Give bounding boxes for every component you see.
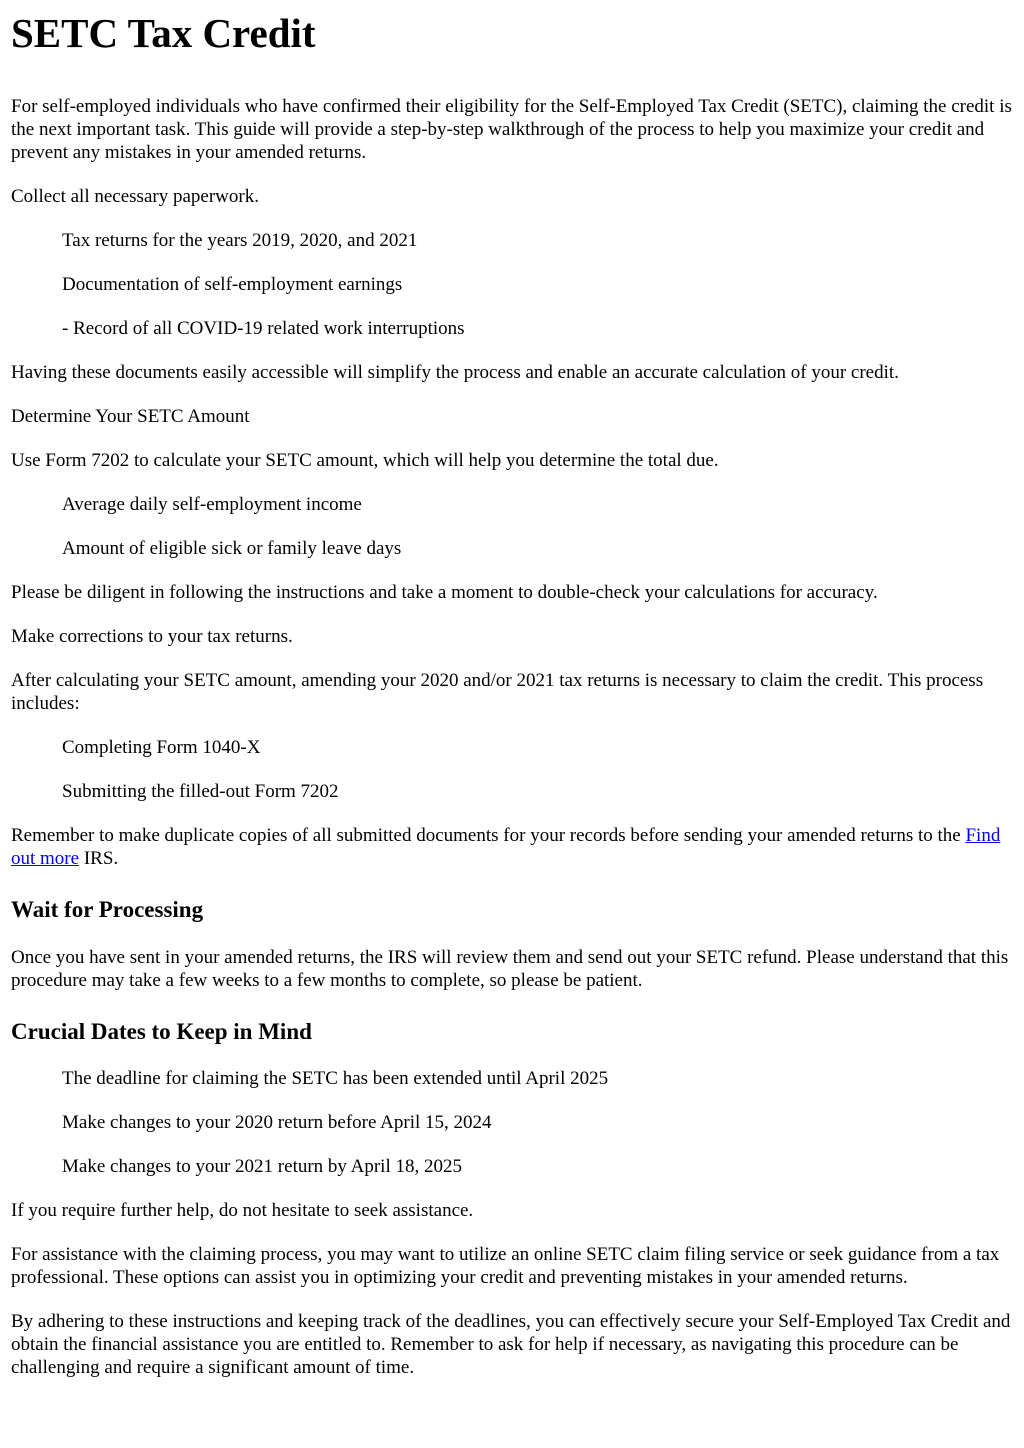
date-item: Make changes to your 2021 return by April 18, 2025 bbox=[62, 1156, 462, 1177]
determine-heading: Determine Your SETC Amount bbox=[11, 406, 250, 427]
corrections-note-end: IRS. bbox=[79, 848, 119, 869]
corrections-item: Submitting the filled-out Form 7202 bbox=[62, 781, 339, 802]
article bbox=[11, 0, 1016, 1379]
help-paragraph: If you require further help, do not hesitate to seek assistance. bbox=[11, 1200, 474, 1221]
collect-item: Tax returns for the years 2019, 2020, and 2021 bbox=[62, 230, 418, 251]
dates-heading: Crucial Dates to Keep in Mind bbox=[11, 1019, 312, 1044]
assistance-paragraph: For assistance with the claiming process, you may want to utilize an online SETC claim filing service or seek guidance from a tax professional. These options can assist you in optimizing your credit and preventing mistakes in your amended returns. bbox=[11, 1244, 1000, 1288]
collect-item: Documentation of self-employment earnings bbox=[62, 274, 403, 295]
corrections-heading: Make corrections to your tax returns. bbox=[11, 626, 293, 647]
page-title: SETC Tax Credit bbox=[11, 10, 316, 56]
corrections-text: After calculating your SETC amount, amending your 2020 and/or 2021 tax returns is necessary to claim the credit. This process includes: bbox=[11, 670, 984, 714]
date-item: The deadline for claiming the SETC has been extended until April 2025 bbox=[62, 1068, 609, 1089]
date-item: Make changes to your 2020 return before April 15, 2024 bbox=[62, 1112, 492, 1133]
closing-paragraph: By adhering to these instructions and keeping track of the deadlines, you can effectively secure your Self-Employed Tax Credit and obtain the financial assistance you are entitled to. Remember to ask for help if necessary, as navigating this procedure can be challenging and require a significant amount of time. bbox=[11, 1311, 1011, 1378]
processing-text: Once you have sent in your amended returns, the IRS will review them and send out your SETC refund. Please understand that this procedure may take a few weeks to a few months to complete, so please be patient. bbox=[11, 947, 1009, 991]
corrections-note-start: Remember to make duplicate copies of all submitted documents for your records before sending your amended returns to the bbox=[11, 825, 966, 846]
determine-item: Amount of eligible sick or family leave days bbox=[62, 538, 402, 559]
determine-item: Average daily self-employment income bbox=[62, 494, 362, 515]
corrections-item: Completing Form 1040-X bbox=[62, 737, 261, 758]
corrections-note bbox=[11, 824, 1016, 870]
intro-paragraph: For self-employed individuals who have confirmed their eligibility for the Self-Employed Tax Credit (SETC), claiming the credit is the next important task. This guide will provide a step-by-step walkthrough of the process to help you maximize your credit and prevent any mistakes in your amended returns. bbox=[11, 96, 1012, 163]
determine-note: Please be diligent in following the instructions and take a moment to double-check your calculations for accuracy. bbox=[11, 582, 878, 603]
determine-text: Use Form 7202 to calculate your SETC amount, which will help you determine the total due. bbox=[11, 450, 719, 471]
collect-item: - Record of all COVID-19 related work interruptions bbox=[62, 318, 465, 339]
collect-heading: Collect all necessary paperwork. bbox=[11, 186, 259, 207]
find-out-more-link[interactable]: Find out more bbox=[11, 825, 1001, 869]
processing-heading: Wait for Processing bbox=[11, 897, 204, 922]
collect-note: Having these documents easily accessible will simplify the process and enable an accurate calculation of your credit. bbox=[11, 362, 899, 383]
